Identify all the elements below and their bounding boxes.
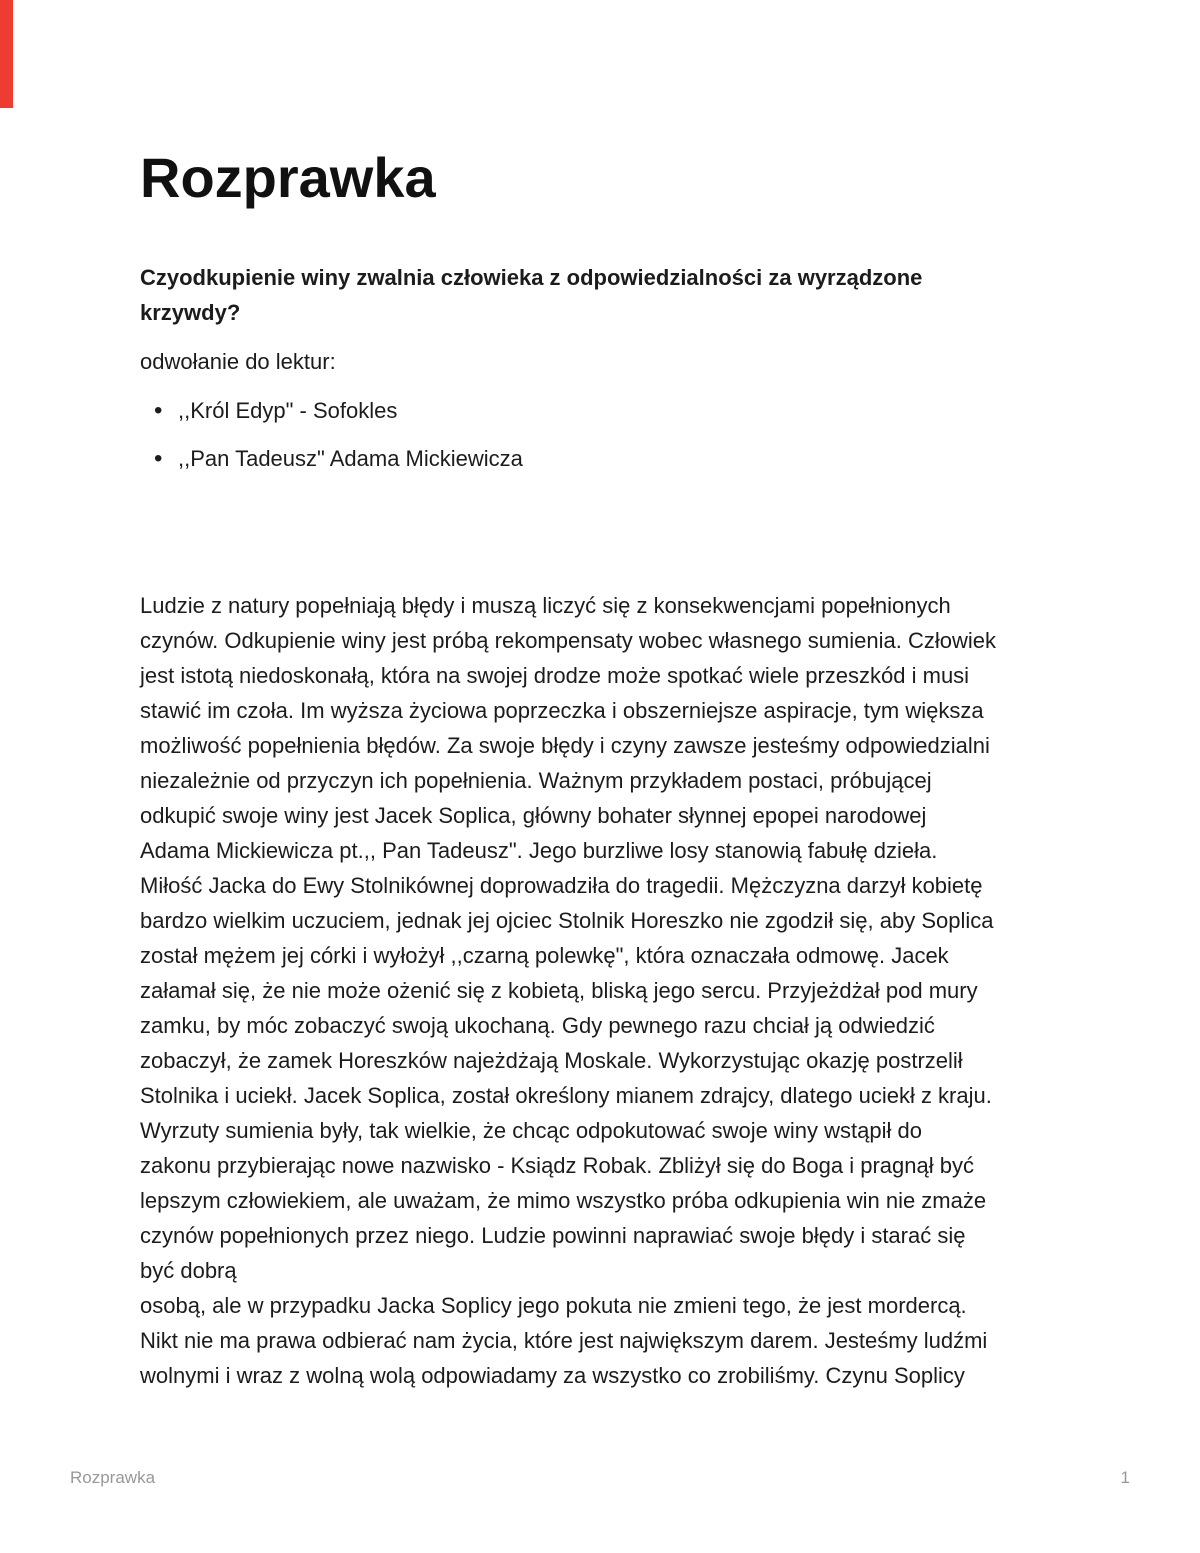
- essay-line: zobaczył, że zamek Horeszków najeżdżają Moskale. Wykorzystując okazję postrzelił: [140, 1048, 963, 1073]
- readings-list-item: • ,,Pan Tadeusz" Adama Mickiewicza: [160, 441, 1070, 476]
- readings-list-item: • ,,Król Edyp" - Sofokles: [160, 393, 1070, 428]
- question-line: Czyodkupienie winy zwalnia człowieka z odpowiedzialności za wyrządzone: [140, 265, 923, 290]
- essay-line: odkupić swoje winy jest Jacek Soplica, główny bohater słynnej epopei narodowej: [140, 803, 927, 828]
- essay-line: załamał się, że nie może ożenić się z kobietą, bliską jego sercu. Przyjeżdżał pod mury: [140, 978, 978, 1003]
- page-content: [140, 0, 1070, 1393]
- readings-list: [140, 393, 1070, 476]
- essay-line: stawić im czoła. Im wyższa życiowa poprzeczka i obszerniejsze aspiracje, tym większa: [140, 698, 984, 723]
- essay-line: wolnymi i wraz z wolną wolą odpowiadamy za wszystko co zrobiliśmy. Czynu Soplicy: [140, 1363, 965, 1388]
- essay-line: Nikt nie ma prawa odbierać nam życia, które jest największym darem. Jesteśmy ludźmi: [140, 1328, 988, 1353]
- essay-line: Stolnika i uciekł. Jacek Soplica, został określony mianem zdrajcy, dlatego uciekł z kraju.: [140, 1083, 992, 1108]
- essay-line: Adama Mickiewicza pt.,, Pan Tadeusz". Jego burzliwe losy stanowią fabułę dzieła.: [140, 838, 938, 863]
- page-footer: [70, 1468, 1130, 1488]
- red-edge-marker: [0, 0, 13, 108]
- essay-line: zakonu przybierając nowe nazwisko - Ksiądz Robak. Zbliżył się do Boga i pragnął być: [140, 1153, 974, 1178]
- essay-body: [140, 588, 1070, 1393]
- essay-line: jest istotą niedoskonałą, która na swojej drodze może spotkać wiele przeszkód i musi: [140, 663, 970, 688]
- essay-line: Miłość Jacka do Ewy Stolnikównej doprowadziła do tragedii. Mężczyzna darzył kobietę: [140, 873, 983, 898]
- question-line: krzywdy?: [140, 300, 241, 325]
- page-title: Rozprawka: [140, 146, 436, 209]
- essay-question: [140, 260, 1070, 330]
- essay-line: zamku, by móc zobaczyć swoją ukochaną. Gdy pewnego razu chciał ją odwiedzić: [140, 1013, 935, 1038]
- essay-line: czynów popełnionych przez niego. Ludzie powinni naprawiać swoje błędy i starać się: [140, 1223, 966, 1248]
- essay-line: został mężem jej córki i wyłożył ,,czarną polewkę", która oznaczała odmowę. Jacek: [140, 943, 949, 968]
- readings-label: odwołanie do lektur:: [140, 349, 336, 374]
- essay-line: niezależnie od przyczyn ich popełnienia. Ważnym przykładem postaci, próbującej: [140, 768, 932, 793]
- essay-line: lepszym człowiekiem, ale uważam, że mimo wszystko próba odkupienia win nie zmaże: [140, 1188, 987, 1213]
- essay-line: możliwość popełnienia błędów. Za swoje błędy i czyny zawsze jesteśmy odpowiedzialni: [140, 733, 990, 758]
- essay-line: bardzo wielkim uczuciem, jednak jej ojciec Stolnik Horeszko nie zgodził się, aby Soplica: [140, 908, 994, 933]
- footer-doc-title: Rozprawka: [70, 1468, 156, 1487]
- essay-line: być dobrą: [140, 1258, 237, 1283]
- essay-line: Wyrzuty sumienia były, tak wielkie, że chcąc odpokutować swoje winy wstąpił do: [140, 1118, 922, 1143]
- essay-line: Ludzie z natury popełniają błędy i muszą liczyć się z konsekwencjami popełnionych: [140, 593, 951, 618]
- essay-line: czynów. Odkupienie winy jest próbą rekompensaty wobec własnego sumienia. Człowiek: [140, 628, 996, 653]
- essay-line: osobą, ale w przypadku Jacka Soplicy jego pokuta nie zmieni tego, że jest mordercą.: [140, 1293, 967, 1318]
- footer-page-number: 1: [1120, 1468, 1130, 1487]
